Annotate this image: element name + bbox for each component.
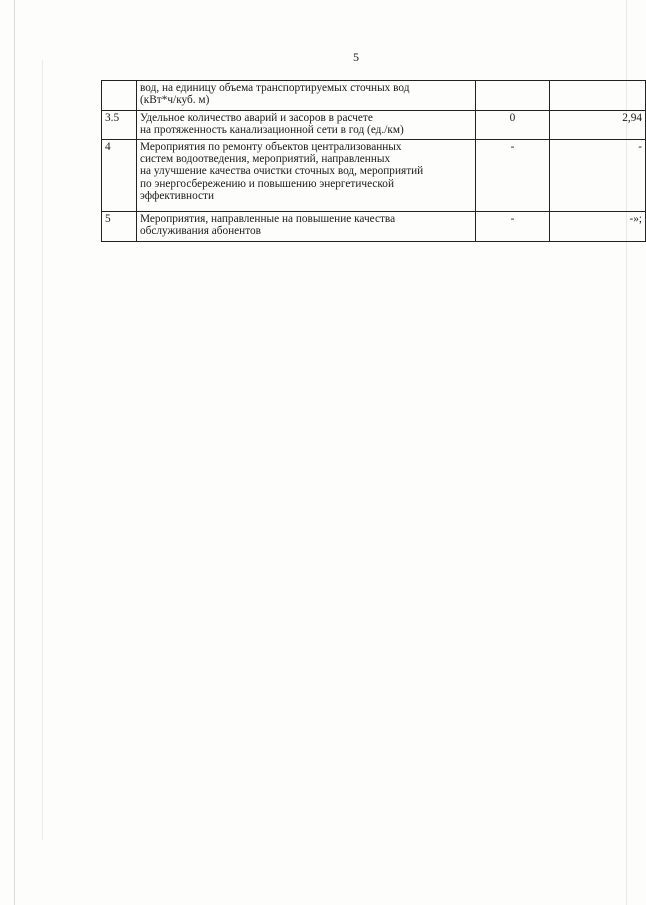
row-description: Удельное количество аварий и засоров в расчете на протяженность канализационной сети в год (ед./км) <box>137 111 476 140</box>
row-description: Мероприятия, направленные на повышение качества обслуживания абонентов <box>137 212 476 242</box>
row-value-target: 2,94 <box>550 111 646 140</box>
page-number: 5 <box>353 50 359 64</box>
indicators-table <box>101 80 646 242</box>
table-row <box>102 212 646 242</box>
row-value-target: -»; <box>550 212 646 242</box>
table-row <box>102 111 646 140</box>
row-value-base <box>476 81 550 111</box>
row-number: 5 <box>102 212 137 242</box>
row-value-base: - <box>476 212 550 242</box>
row-value-base: 0 <box>476 111 550 140</box>
row-description: Мероприятия по ремонту объектов централизованных систем водоотведения, мероприятий, направленных на улучшение качества очистки сточных вод, мероприятий по энергосбережению и повышению энергетической эффективности <box>137 140 476 212</box>
row-value-base: - <box>476 140 550 212</box>
row-value-target: - <box>550 140 646 212</box>
table-row <box>102 81 646 111</box>
row-value-target <box>550 81 646 111</box>
scan-edge-mark <box>14 0 15 905</box>
row-number <box>102 81 137 111</box>
row-number: 3.5 <box>102 111 137 140</box>
table-row <box>102 140 646 212</box>
row-description: вод, на единицу объема транспортируемых сточных вод (кВт*ч/куб. м) <box>137 81 476 111</box>
row-number: 4 <box>102 140 137 212</box>
scan-edge-mark <box>42 60 43 840</box>
